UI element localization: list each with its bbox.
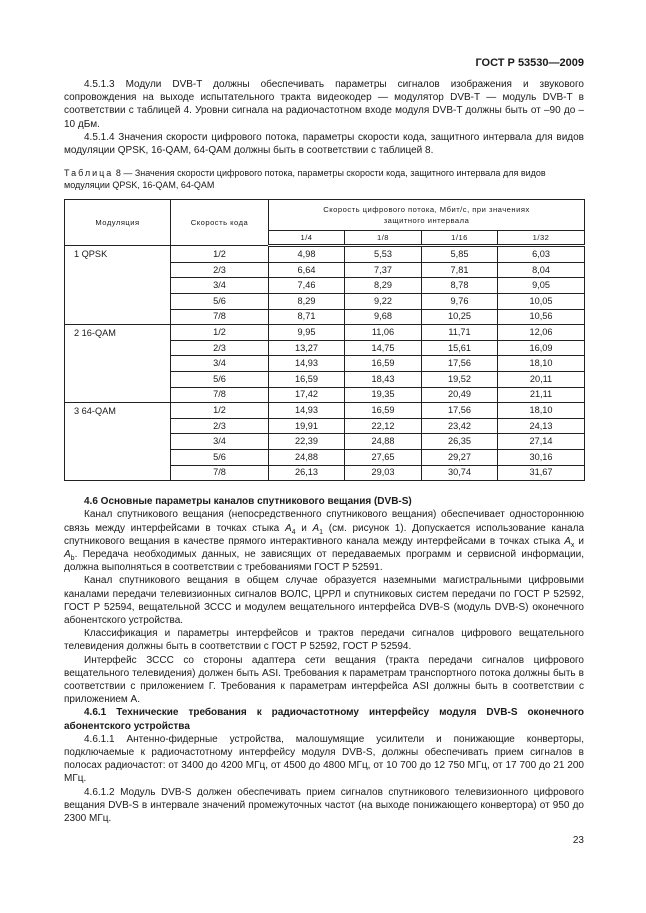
modulation-cell: 2 16-QAM xyxy=(65,325,171,403)
page-number: 23 xyxy=(572,835,584,847)
table-caption xyxy=(64,167,584,191)
code-rate-cell: 5/6 xyxy=(171,449,269,465)
bitrate-cell: 7,81 xyxy=(422,262,498,278)
code-rate-cell: 3/4 xyxy=(171,434,269,450)
bitrate-cell: 26,13 xyxy=(269,465,345,481)
header-interval: 1/16 xyxy=(422,231,498,246)
bitrate-cell: 10,56 xyxy=(498,309,585,325)
bitrate-cell: 9,95 xyxy=(269,325,345,341)
bitrate-cell: 17,56 xyxy=(422,403,498,419)
bitrate-cell: 30,74 xyxy=(422,465,498,481)
bitrate-cell: 16,59 xyxy=(345,403,422,419)
section-title: 4.6 Основные параметры каналов спутникового вещания (DVB-S) xyxy=(84,496,412,508)
bitrate-cell: 20,11 xyxy=(498,371,585,387)
bitrate-cell: 8,29 xyxy=(269,294,345,310)
bitrate-cell: 10,25 xyxy=(422,309,498,325)
code-rate-cell: 5/6 xyxy=(171,294,269,310)
paragraph-4-6-1-2: 4.6.1.2 Модуль DVB-S должен обеспечивать прием сигналов спутникового телевизионного цифрового вещания DVB-S в интервале значений промежуточных частот (на выходе понижающего конвертора) от 950 до 2300 МГц. xyxy=(64,786,584,824)
bitrate-cell: 7,46 xyxy=(269,278,345,294)
bitrate-cell: 11,71 xyxy=(422,325,498,341)
bitrate-cell: 29,27 xyxy=(422,449,498,465)
table-caption-label: Таблица xyxy=(64,168,114,179)
code-rate-cell: 7/8 xyxy=(171,465,269,481)
bitrate-cell: 19,35 xyxy=(345,387,422,403)
header-code-rate: Скорость кода xyxy=(171,200,269,246)
bitrate-cell: 21,11 xyxy=(498,387,585,403)
bitrate-cell: 31,67 xyxy=(498,465,585,481)
paragraph-4-5-1-4: 4.5.1.4 Значения скорости цифрового потока, параметры скорости кода, защитного интервала для видов модуляции QPSK, 16-QAM, 64-QAM должны быть в соответствии с таблицей 8. xyxy=(64,131,584,157)
bitrate-cell: 16,59 xyxy=(269,371,345,387)
code-rate-cell: 5/6 xyxy=(171,371,269,387)
modulation-cell: 1 QPSK xyxy=(65,246,171,325)
code-rate-cell: 2/3 xyxy=(171,340,269,356)
bitrate-cell: 26,35 xyxy=(422,434,498,450)
bitrate-cell: 20,49 xyxy=(422,387,498,403)
code-rate-cell: 2/3 xyxy=(171,418,269,434)
bitrate-cell: 27,65 xyxy=(345,449,422,465)
subsection-title: 4.6.1 Технические требования к радиочастотному интерфейсу модуля DVB-S оконечного абонентского устройства xyxy=(64,707,584,732)
bitrate-cell: 4,98 xyxy=(269,246,345,263)
section-4-6 xyxy=(64,495,584,825)
bitrate-cell: 24,13 xyxy=(498,418,585,434)
bitrate-cell: 10,05 xyxy=(498,294,585,310)
paragraph-4-5-1-3: 4.5.1.3 Модули DVB-T должны обеспечивать параметры сигналов изображения и звукового сопровождения на выходе испытательного тракта видеокодер — модулятор DVB-T — модуль DVB-T в соответствии с таблицей 4. Уровни сигнала на радиочастотном входе модуля DVB-T должны быть от –90 до –10 дБм. xyxy=(64,79,584,130)
code-rate-cell: 2/3 xyxy=(171,262,269,278)
code-rate-cell: 1/2 xyxy=(171,246,269,263)
code-rate-cell: 1/2 xyxy=(171,325,269,341)
bitrate-cell: 14,93 xyxy=(269,403,345,419)
bitrate-cell: 8,71 xyxy=(269,309,345,325)
bitrate-cell: 22,12 xyxy=(345,418,422,434)
bitrate-cell: 19,52 xyxy=(422,371,498,387)
bitrate-cell: 9,68 xyxy=(345,309,422,325)
bitrate-cell: 9,05 xyxy=(498,278,585,294)
bitrate-cell: 6,64 xyxy=(269,262,345,278)
bitrate-cell: 16,59 xyxy=(345,356,422,372)
table-row xyxy=(65,246,585,263)
bitrate-table xyxy=(64,199,585,481)
paragraph-interface: Интерфейс ЗССС со стороны адаптера сети вещания (тракта передачи сигналов цифрового вещательного телевидения) должен быть ASI. Требования к параметрам транспортного потока должны быть в соответствии с приложением Г. Требования к параметрам интерфейса ASI должны быть в соответствии с приложением А. xyxy=(64,654,584,706)
bitrate-cell: 14,93 xyxy=(269,356,345,372)
code-rate-cell: 3/4 xyxy=(171,356,269,372)
bitrate-cell: 19,91 xyxy=(269,418,345,434)
bitrate-cell: 27,14 xyxy=(498,434,585,450)
bitrate-cell: 7,37 xyxy=(345,262,422,278)
table-row xyxy=(65,325,585,341)
modulation-cell: 3 64-QAM xyxy=(65,403,171,481)
bitrate-cell: 24,88 xyxy=(269,449,345,465)
header-interval: 1/32 xyxy=(498,231,585,246)
bitrate-cell: 8,29 xyxy=(345,278,422,294)
bitrate-cell: 18,10 xyxy=(498,403,585,419)
code-rate-cell: 7/8 xyxy=(171,309,269,325)
bitrate-cell: 22,39 xyxy=(269,434,345,450)
bitrate-cell: 17,56 xyxy=(422,356,498,372)
bitrate-cell: 16,09 xyxy=(498,340,585,356)
code-rate-cell: 3/4 xyxy=(171,278,269,294)
intro-text xyxy=(64,78,584,157)
paragraph-channel: Канал спутникового вещания (непосредственного спутникового вещания) обеспечивает одностороннюю связь между интерфейсами в точках стыка $A_4$ и $A_1$ (см. рисунок 1). Допускается использование канала спутникового вещания в качестве прямого интерактивного канала между интерфейсами в точках стыка $A_x$ и $A_b$. Передача необходимых данных, не зависящих от передаваемых программ и сервисной информации, должна выполняться в соответствии с требованиями ГОСТ Р 52591. xyxy=(64,509,585,574)
bitrate-cell: 12,06 xyxy=(498,325,585,341)
header-modulation: Модуляция xyxy=(65,200,171,246)
bitrate-cell: 18,43 xyxy=(345,371,422,387)
header-interval: 1/8 xyxy=(345,231,422,246)
bitrate-cell: 14,75 xyxy=(345,340,422,356)
bitrate-cell: 24,88 xyxy=(345,434,422,450)
header-interval: 1/4 xyxy=(269,231,345,246)
bitrate-cell: 29,03 xyxy=(345,465,422,481)
bitrate-cell: 8,04 xyxy=(498,262,585,278)
paragraph-formation: Канал спутникового вещания в общем случае образуется наземными магистральными цифровыми каналами передачи телевизионных сигналов ВОЛС, ЦРРЛ и спутниковых систем передачи по ГОСТ Р 52592, ГОСТ Р 52594, вещательной ЗССС и модулем вещательного интерфейса DVB-S (модуль DVB-S) оконечного абонентского устройства. xyxy=(64,575,584,626)
paragraph-classification: Классификация и параметры интерфейсов и трактов передачи сигналов цифрового вещательного телевидения должны быть в соответствии с ГОСТ Р 52592, ГОСТ Р 52594. xyxy=(64,628,584,653)
bitrate-cell: 13,27 xyxy=(269,340,345,356)
bitrate-cell: 6,03 xyxy=(498,246,585,263)
table-caption-text: 8 — Значения скорости цифрового потока, параметры скорости кода, защитного интервала для видов модуляции QPSK, 16-QAM, 64-QAM xyxy=(64,168,546,191)
bitrate-cell: 11,06 xyxy=(345,325,422,341)
bitrate-cell: 15,61 xyxy=(422,340,498,356)
bitrate-cell: 23,42 xyxy=(422,418,498,434)
bitrate-cell: 30,16 xyxy=(498,449,585,465)
bitrate-cell: 9,22 xyxy=(345,294,422,310)
bitrate-cell: 5,53 xyxy=(345,246,422,263)
bitrate-cell: 18,10 xyxy=(498,356,585,372)
header-bitrate-group: Скорость цифрового потока, Мбит/с, при значениях защитного интервала xyxy=(269,200,585,231)
bitrate-cell: 9,76 xyxy=(422,294,498,310)
document-header: ГОСТ Р 53530—2009 xyxy=(475,57,584,69)
table-row xyxy=(65,403,585,419)
code-rate-cell: 1/2 xyxy=(171,403,269,419)
bitrate-cell: 8,78 xyxy=(422,278,498,294)
bitrate-cell: 5,85 xyxy=(422,246,498,263)
bitrate-cell: 17,42 xyxy=(269,387,345,403)
code-rate-cell: 7/8 xyxy=(171,387,269,403)
paragraph-4-6-1-1: 4.6.1.1 Антенно-фидерные устройства, малошумящие усилители и понижающие конверторы, подключаемые к радиочастотному интерфейсу модуля DVB-S, должны обеспечивать прием сигналов в полосах радиочастот: от 3400 до 4200 МГц, от 4500 до 4800 МГц, от 10 700 до 12 750 МГц, от 17 700 до 21 200 МГц. xyxy=(64,733,584,785)
